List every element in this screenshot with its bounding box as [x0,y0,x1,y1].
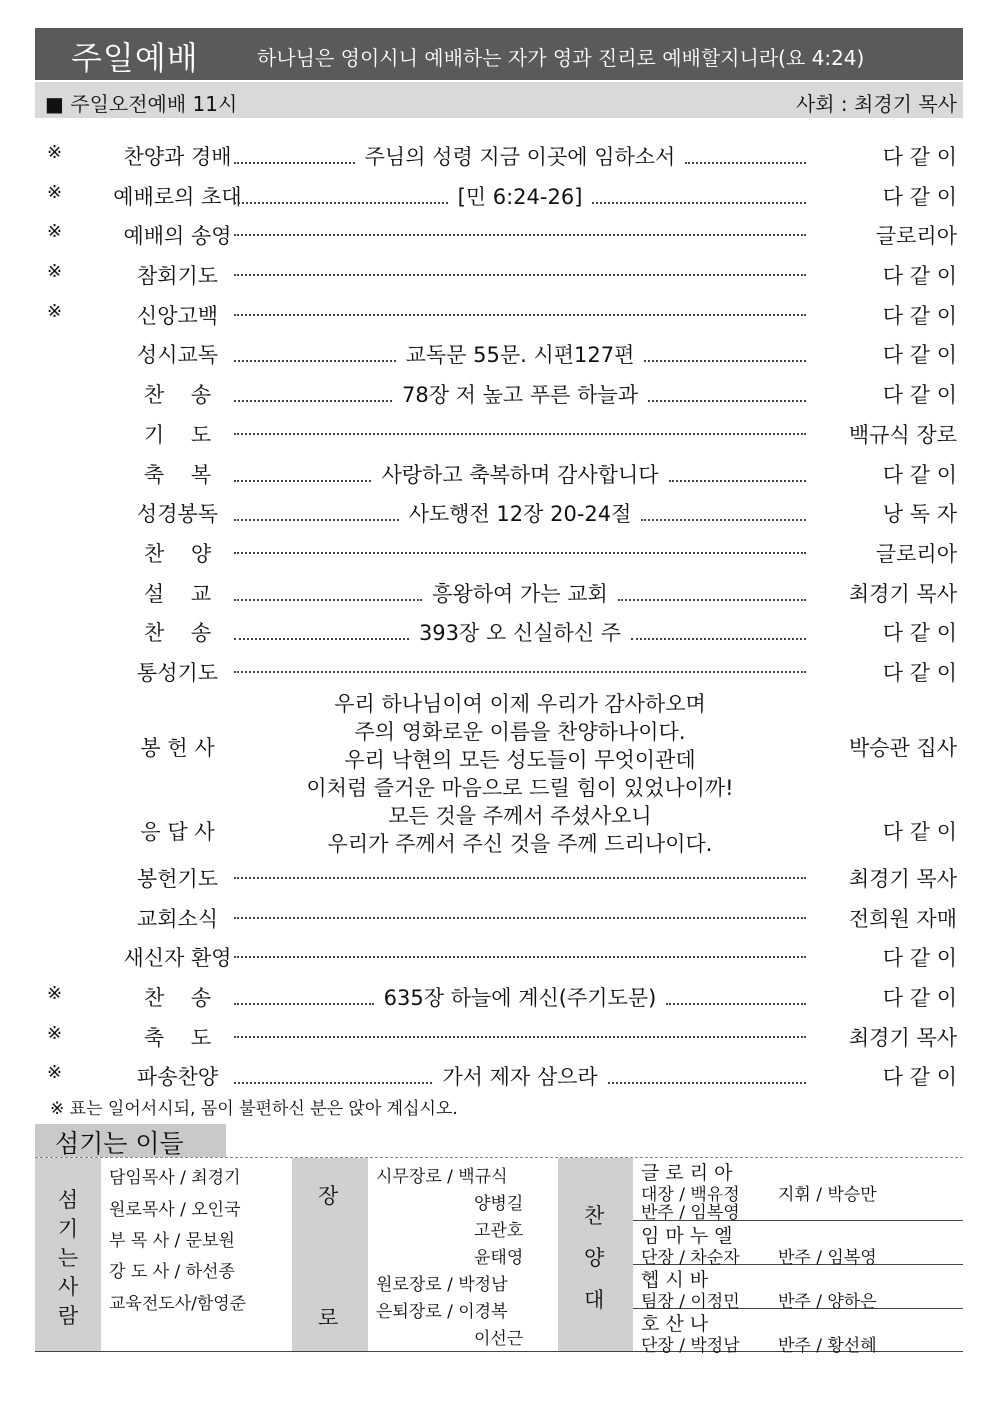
row-leader-name: 다 같 이 [882,383,957,408]
order-row [35,294,963,334]
row-leader-name: 전희원 자매 [848,906,957,931]
order-of-worship [35,135,963,691]
row-leader [230,1022,810,1038]
row-leader-name: 다 같 이 [882,621,957,646]
dot-leader [234,538,806,554]
order-row [35,651,963,691]
row-leader [230,181,810,211]
offering-label: 봉 헌 사 [140,736,215,760]
minister-item: 교육전도사/함영준 [109,1294,247,1314]
choir-name: 글 로 리 아 [641,1162,733,1184]
dot-leader [234,386,392,402]
offering-leader: 박승관 집사 [848,736,957,760]
header-bar [35,28,963,80]
order-row [35,453,963,493]
row-leader-name: 다 같 이 [882,660,957,685]
dot-leader [234,657,806,673]
dot-leader [234,346,396,362]
row-leader [230,220,810,236]
elders-label: 로 [318,1306,339,1330]
row-leader-name: 다 같 이 [882,986,957,1011]
dot-leader [608,1068,806,1084]
row-leader [230,982,810,1012]
order-row [35,373,963,413]
dot-leader [592,188,806,204]
standing-mark: ※ [47,261,63,283]
row-name: 찬양과 경배 [123,145,232,169]
row-leader [230,300,810,316]
order-row [35,532,963,572]
row-leader-name: 다 같 이 [882,343,957,368]
minister-item: 담임목사 / 최경기 [109,1168,241,1188]
standing-mark: ※ [47,983,63,1005]
page-title: 주일예배 [71,39,199,77]
row-name: 참회기도 [136,264,219,289]
row-leader-name: 다 같 이 [882,145,957,169]
row-name: 기 도 [143,422,212,447]
order-row [35,413,963,453]
choir-block [633,1221,963,1268]
elder-item: 은퇴장로 / 이경복 [376,1302,508,1322]
order-row [35,572,963,612]
minister-item: 부 목 사 / 문보원 [109,1231,235,1251]
row-name: 신앙고백 [136,303,219,328]
choir-name: 헵 시 바 [641,1269,709,1291]
offering-line: 우리 하나님이여 이제 우리가 감사하오며 [334,692,706,716]
elder-item: 윤태영 [474,1248,524,1268]
dot-leader [234,989,374,1005]
dot-leader [234,300,806,316]
choir-member: 대장 / 백유정 [641,1185,740,1205]
row-leader [230,260,810,276]
dot-leader [234,419,806,435]
offering-prayer [240,690,800,858]
standing-mark: ※ [47,1062,63,1084]
row-leader-name: 다 같 이 [882,303,957,328]
choir-label-cell [558,1158,633,1351]
choir-name: 호 산 나 [641,1313,709,1335]
dot-leader [234,188,448,204]
servers-label: 섬기는사람 [57,1188,79,1328]
row-leader [230,1061,810,1091]
dot-leader [234,1068,432,1084]
order-row [35,1055,963,1095]
dot-leader [234,220,806,236]
elder-item: 시무장로 / 백규식 [376,1167,508,1187]
row-content: 흥왕하여 가는 교회 [432,581,608,606]
dot-leader [234,148,355,164]
response-leader: 다 같 이 [882,820,957,844]
dot-leader [234,903,806,919]
minister-item: 원로목사 / 오인국 [109,1200,241,1220]
dot-leader [648,386,806,402]
order-row [35,1016,963,1056]
row-content: 635장 하늘에 계신(주기도문) [383,986,657,1011]
row-name: 축 도 [143,1025,212,1050]
dot-leader [641,505,806,521]
dot-leader [234,466,371,482]
dot-leader [234,505,399,521]
elder-item: 원로장로 / 박정남 [376,1275,508,1295]
order-row [35,897,963,937]
row-leader-name: 다 같 이 [882,184,957,209]
row-leader [230,459,810,489]
order-of-worship-2 [35,857,963,1095]
choir-member: 반주 / 임복영 [778,1248,877,1268]
order-row [35,857,963,897]
dot-leader [631,624,806,640]
row-content: 사랑하고 축복하며 감사합니다 [381,462,659,487]
standing-mark: ※ [47,181,63,203]
row-leader-name: 최경기 목사 [848,1025,957,1050]
row-leader [230,657,810,673]
row-name: 교회소식 [136,906,219,931]
dot-leader [644,346,806,362]
row-leader-name: 최경기 목사 [848,867,957,891]
order-row [35,936,963,976]
standing-note: ※ 표는 일어서시되, 몸이 불편하신 분은 앉아 계십시오. [50,1099,458,1119]
offering-line: 모든 것을 주께서 주셨사오니 [388,804,652,828]
row-leader [230,863,810,879]
row-leader-name: 글로리아 [875,224,957,249]
choir-label: 대 [584,1288,605,1312]
choir-label: 양 [584,1246,605,1270]
choir-member: 반주 / 황선혜 [778,1336,877,1356]
row-name: 성시교독 [136,343,219,368]
row-name: 찬 양 [143,541,212,566]
order-row [35,333,963,373]
dot-leader [234,942,806,958]
row-content: 사도행전 12장 20-24절 [408,502,632,527]
service-time: ■ 주일오전예배 11시 [45,92,238,116]
row-leader-name: 낭 독 자 [882,502,957,527]
dot-leader [234,863,806,879]
row-content: 교독문 55문. 시편127편 [405,343,635,368]
row-name: 축 복 [143,462,212,487]
dot-leader [685,148,806,164]
servers-label-cell [35,1158,101,1351]
elder-item: 양병길 [474,1194,524,1214]
row-leader-name: 다 같 이 [882,264,957,289]
row-content: 주님의 성령 지금 이곳에 임하소서 [364,145,676,169]
row-content: [민 6:24-26] [457,184,583,209]
order-row [35,611,963,651]
elder-item: 고관호 [474,1221,524,1241]
row-content: 393장 오 신실하신 주 [418,621,622,646]
row-leader [230,379,810,409]
row-name: 파송찬양 [136,1065,219,1090]
standing-mark: ※ [47,300,63,322]
order-row [35,214,963,254]
order-row [35,175,963,215]
row-leader-name: 글로리아 [875,541,957,566]
elders-label: 장 [318,1184,339,1208]
row-leader-name: 다 같 이 [882,462,957,487]
row-name: 봉헌기도 [136,867,219,891]
dot-leader [234,624,409,640]
offering-line: 우리가 주께서 주신 것을 주께 드리나이다. [327,832,713,856]
header-verse: 하나님은 영이시니 예배하는 자가 영과 진리로 예배할지니라(요 4:24) [257,46,865,70]
row-leader-name: 다 같 이 [882,1065,957,1090]
dot-leader [234,1022,806,1038]
offering-line: 이처럼 즐거운 마음으로 드릴 힘이 있었나이까! [306,776,734,800]
minister-item: 강 도 사 / 하선종 [109,1262,235,1282]
response-label: 응 답 사 [140,820,215,844]
row-leader [230,498,810,528]
row-name: 찬 송 [143,383,212,408]
choir-label: 찬 [584,1204,605,1228]
row-name: 예배로의 초대 [113,184,242,209]
row-content: 78장 저 높고 푸른 하늘과 [402,383,638,408]
dot-leader [234,260,806,276]
row-leader [230,339,810,369]
order-row [35,254,963,294]
standing-mark: ※ [47,142,63,163]
servers-heading: 섬기는 이들 [35,1124,226,1157]
choir-member: 단장 / 박정남 [641,1336,740,1356]
choir-member: 단장 / 차순자 [641,1248,740,1268]
dot-leader [618,585,806,601]
choir-member: 팀장 / 이정민 [641,1292,740,1312]
order-row [35,492,963,532]
row-name: 성경봉독 [136,502,219,527]
choir-block [633,1309,963,1356]
offering-line: 주의 영화로운 이름을 찬양하나이다. [354,720,686,744]
standing-mark: ※ [47,1022,63,1044]
row-name: 찬 송 [143,621,212,646]
standing-mark: ※ [47,221,63,243]
row-leader-name: 최경기 목사 [848,581,957,606]
row-leader [230,538,810,554]
choir-member: 지휘 / 박승만 [778,1185,877,1205]
offering-section [35,690,963,860]
order-row [35,135,963,175]
row-leader [230,419,810,435]
row-name: 통성기도 [136,660,219,685]
order-row [35,976,963,1016]
dot-leader [669,466,806,482]
dot-leader [234,585,422,601]
servers-table [35,1157,963,1356]
row-leader [230,942,810,958]
row-leader [230,578,810,608]
service-bar [35,82,963,118]
choir-block [633,1265,963,1312]
offering-line: 우리 낙현의 모든 성도들이 무엇이관데 [344,748,696,772]
row-leader [230,617,810,647]
row-name: 예배의 송영 [123,224,232,249]
choir-member: 반주 / 임복영 [641,1203,740,1223]
elders-cell [368,1158,558,1351]
choirs-cell [633,1158,963,1356]
choir-name: 임 마 누 엘 [641,1225,733,1247]
row-leader-name: 백규식 장로 [848,422,957,447]
row-name: 설 교 [143,581,212,606]
presider: 사회 : 최경기 목사 [795,92,957,116]
elder-item: 이선근 [474,1329,524,1349]
row-name: 찬 송 [143,986,212,1011]
row-name: 새신자 환영 [123,946,232,971]
row-leader-name: 다 같 이 [882,946,957,971]
row-content: 가서 제자 삼으라 [442,1065,598,1090]
dot-leader [666,989,806,1005]
row-leader [230,903,810,919]
choir-block [633,1158,963,1221]
row-leader [230,141,810,171]
choir-member: 반주 / 양하은 [778,1292,877,1312]
elders-label-cell [292,1158,368,1351]
